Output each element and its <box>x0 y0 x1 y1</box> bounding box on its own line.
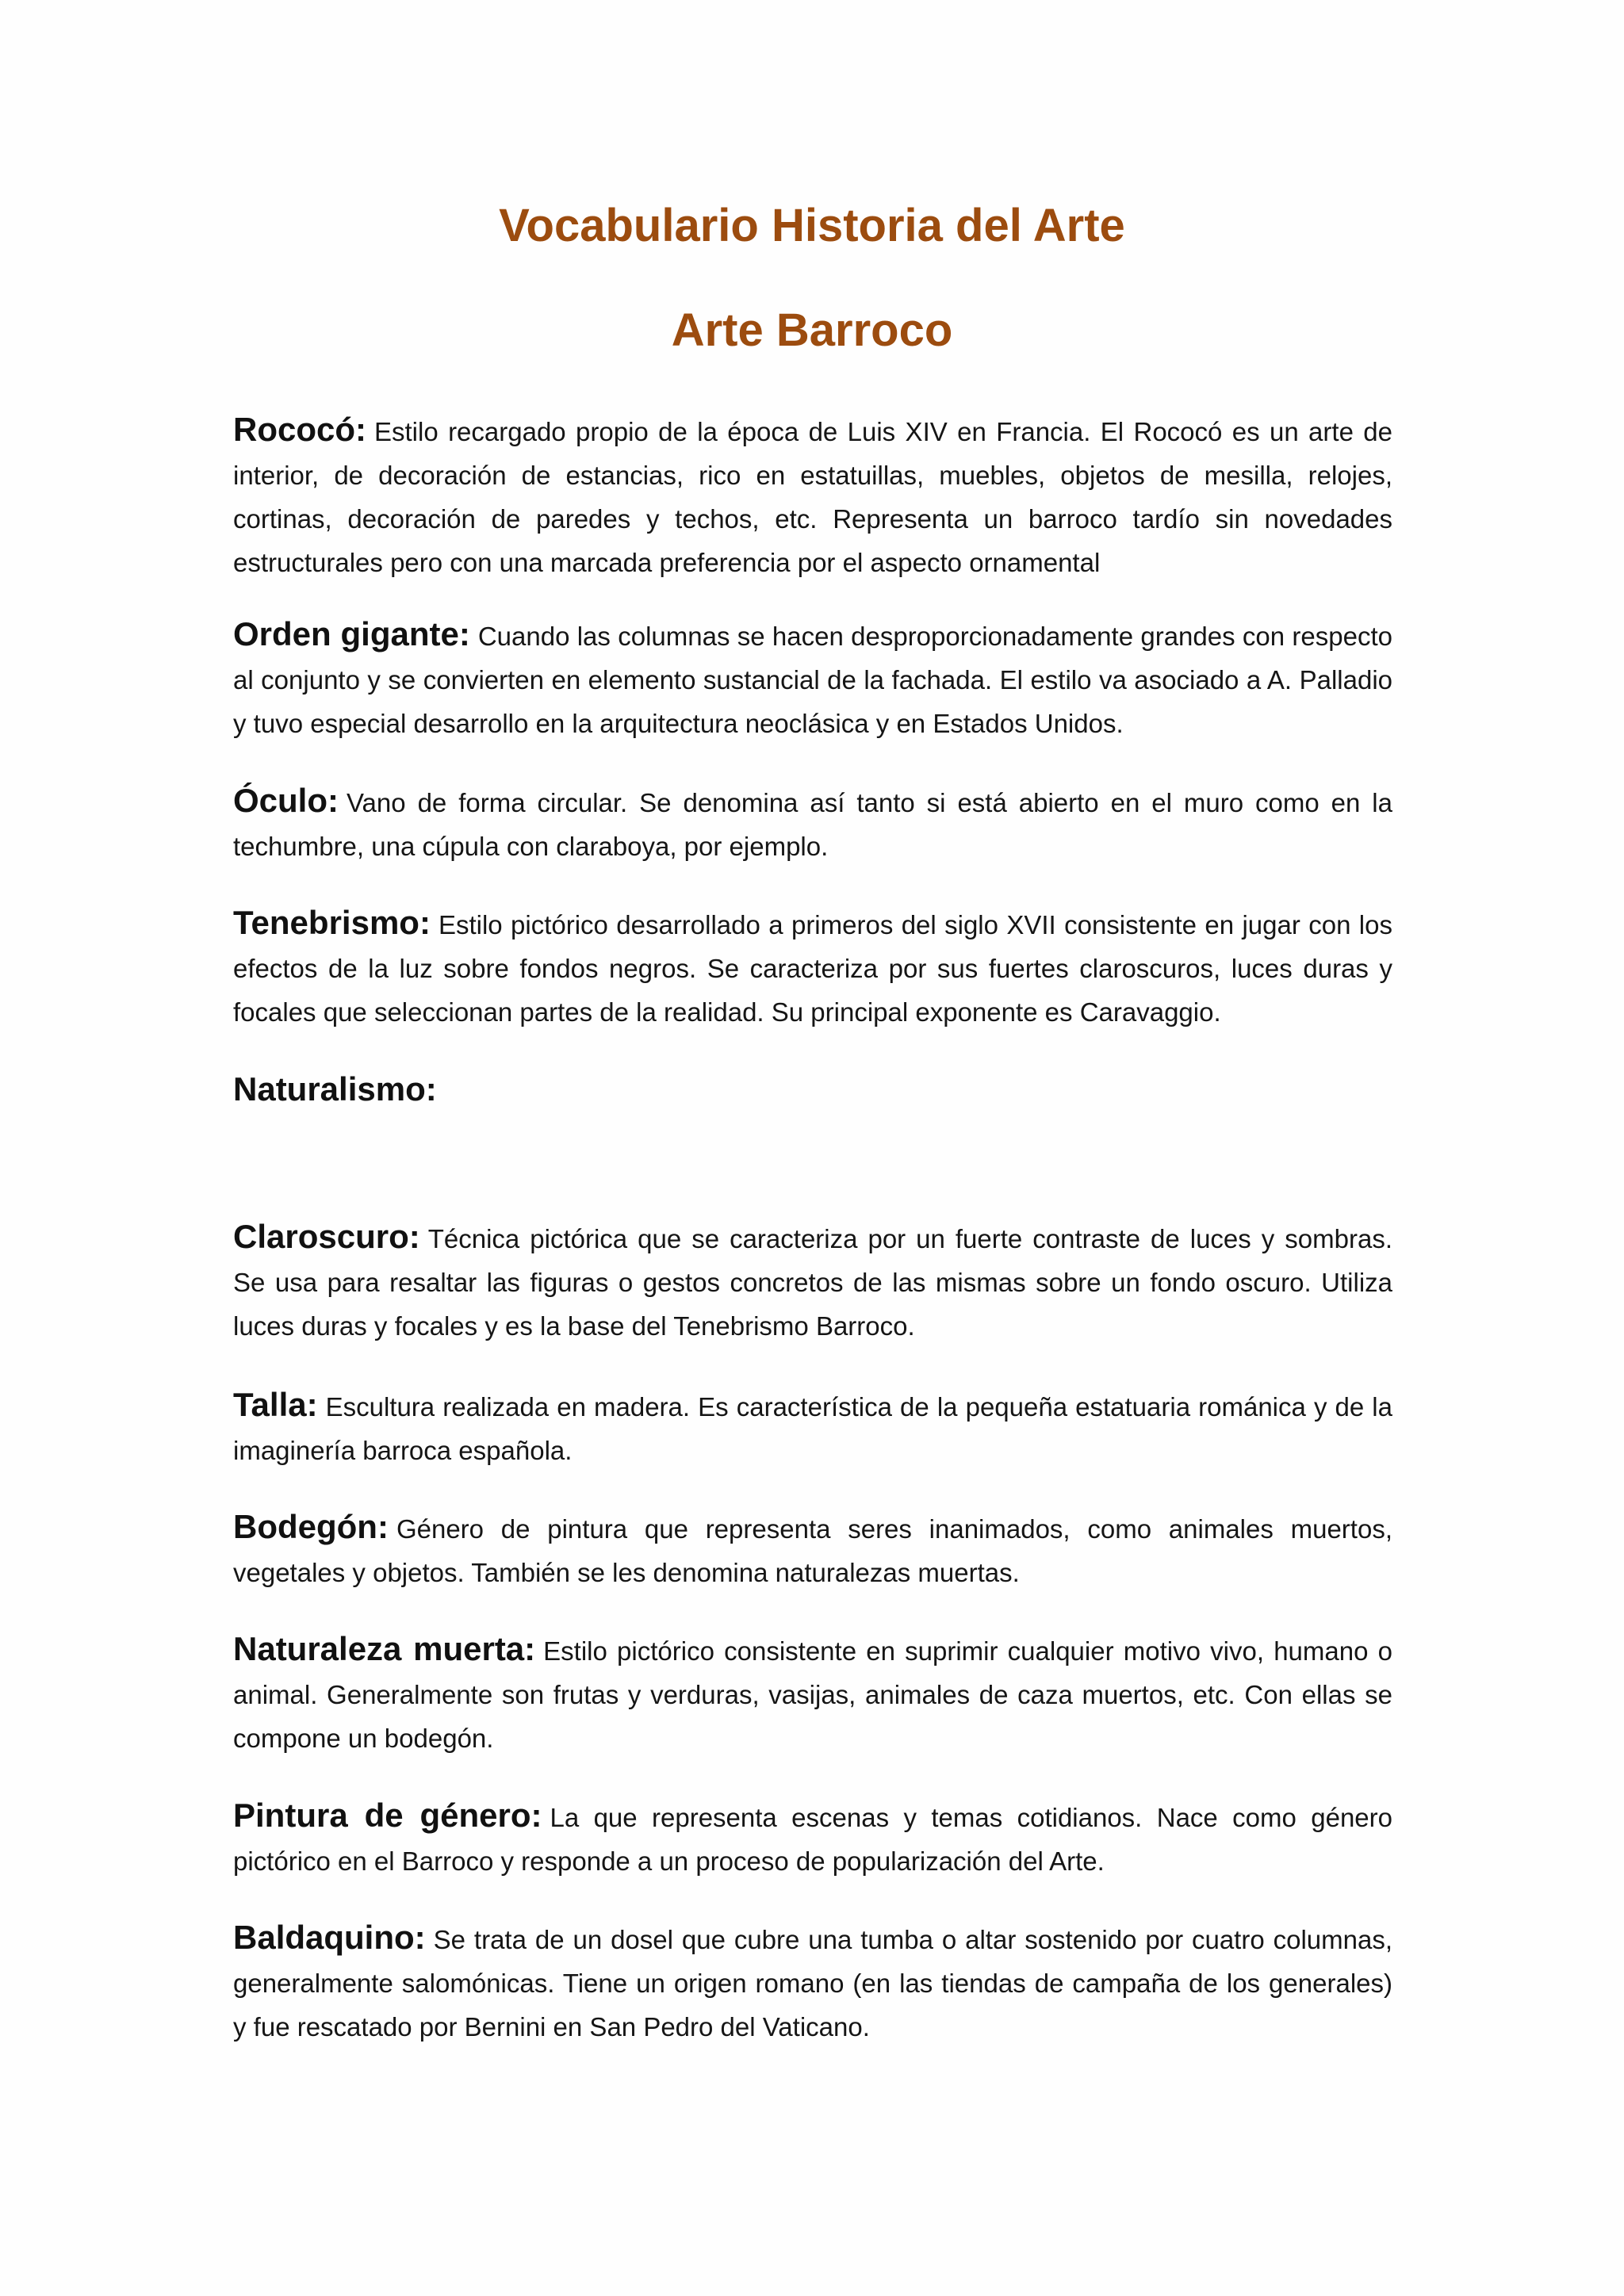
entry-naturaleza-muerta <box>233 1627 1392 1760</box>
entry-orden-gigante <box>233 612 1392 745</box>
term-label: Rococó: <box>233 411 366 448</box>
document-title: Vocabulario Historia del Arte <box>499 200 1125 251</box>
term-label: Naturalismo: <box>233 1070 437 1108</box>
entry-naturalismo <box>233 1067 1392 1113</box>
entry-pintura-de-genero <box>233 1793 1392 1883</box>
term-label: Talla: <box>233 1386 318 1423</box>
term-definition: Escultura realizada en madera. Es característica de la pequeña estatuaria románica y de la imaginería barroca española. <box>233 1392 1392 1465</box>
term-definition: Técnica pictórica que se caracteriza por un fuerte contraste de luces y sombras. Se usa para resaltar las figuras o gestos concretos de las mismas sobre un fondo oscuro. Utiliza luces duras y focales y es la base del Tenebrismo Barroco. <box>233 1224 1392 1341</box>
entry-bodegon <box>233 1505 1392 1594</box>
document-subtitle: Arte Barroco <box>671 304 953 356</box>
term-definition: Estilo pictórico desarrollado a primeros del siglo XVII consistente en jugar con los efectos de la luz sobre fondos negros. Se caracteriza por sus fuertes claroscuros, luces duras y focales que seleccionan partes de la realidad. Su principal exponente es Caravaggio. <box>233 910 1392 1027</box>
entry-oculo <box>233 779 1392 868</box>
term-definition: Género de pintura que representa seres inanimados, como animales muertos, vegetales y objetos. También se les denomina naturalezas muertas. <box>233 1514 1392 1587</box>
entry-tenebrismo <box>233 901 1392 1034</box>
entry-claroscuro <box>233 1215 1392 1348</box>
term-label: Pintura de género: <box>233 1797 542 1834</box>
entry-baldaquino <box>233 1915 1392 2049</box>
term-definition: Estilo pictórico consistente en suprimir cualquier motivo vivo, humano o animal. Generalmente son frutas y verduras, vasijas, animales de caza muertos, etc. Con ellas se compone un bodegón. <box>233 1636 1392 1753</box>
term-definition: Vano de forma circular. Se denomina así tanto si está abierto en el muro como en la techumbre, una cúpula con claraboya, por ejemplo. <box>233 788 1392 861</box>
term-definition: Cuando las columnas se hacen desproporcionadamente grandes con respecto al conjunto y se convierten en elemento sustancial de la fachada. El estilo va asociado a A. Palladio y tuvo especial desarrollo en la arquitectura neoclásica y en Estados Unidos. <box>233 622 1392 738</box>
term-label: Bodegón: <box>233 1508 389 1545</box>
entry-talla <box>233 1383 1392 1472</box>
term-label: Baldaquino: <box>233 1919 426 1956</box>
term-definition: Se trata de un dosel que cubre una tumba o altar sostenido por cuatro columnas, generalmente salomónicas. Tiene un origen romano (en las tiendas de campaña de los generales) y fue rescatado por Bernini en San Pedro del Vaticano. <box>233 1925 1392 2042</box>
term-label: Óculo: <box>233 782 339 819</box>
entry-rococo <box>233 408 1392 584</box>
term-definition: Estilo recargado propio de la época de Luis XIV en Francia. El Rococó es un arte de interior, de decoración de estancias, rico en estatuillas, muebles, objetos de mesilla, relojes, cortinas, decoración de paredes y techos, etc. Representa un barroco tardío sin novedades estructurales pero con una marcada preferencia por el aspecto ornamental <box>233 417 1392 577</box>
term-label: Naturaleza muerta: <box>233 1630 536 1667</box>
term-label: Orden gigante: <box>233 615 470 652</box>
term-label: Tenebrismo: <box>233 904 431 941</box>
term-definition: La que representa escenas y temas cotidianos. Nace como género pictórico en el Barroco y responde a un proceso de popularización del Arte. <box>233 1803 1392 1876</box>
term-label: Claroscuro: <box>233 1218 420 1255</box>
